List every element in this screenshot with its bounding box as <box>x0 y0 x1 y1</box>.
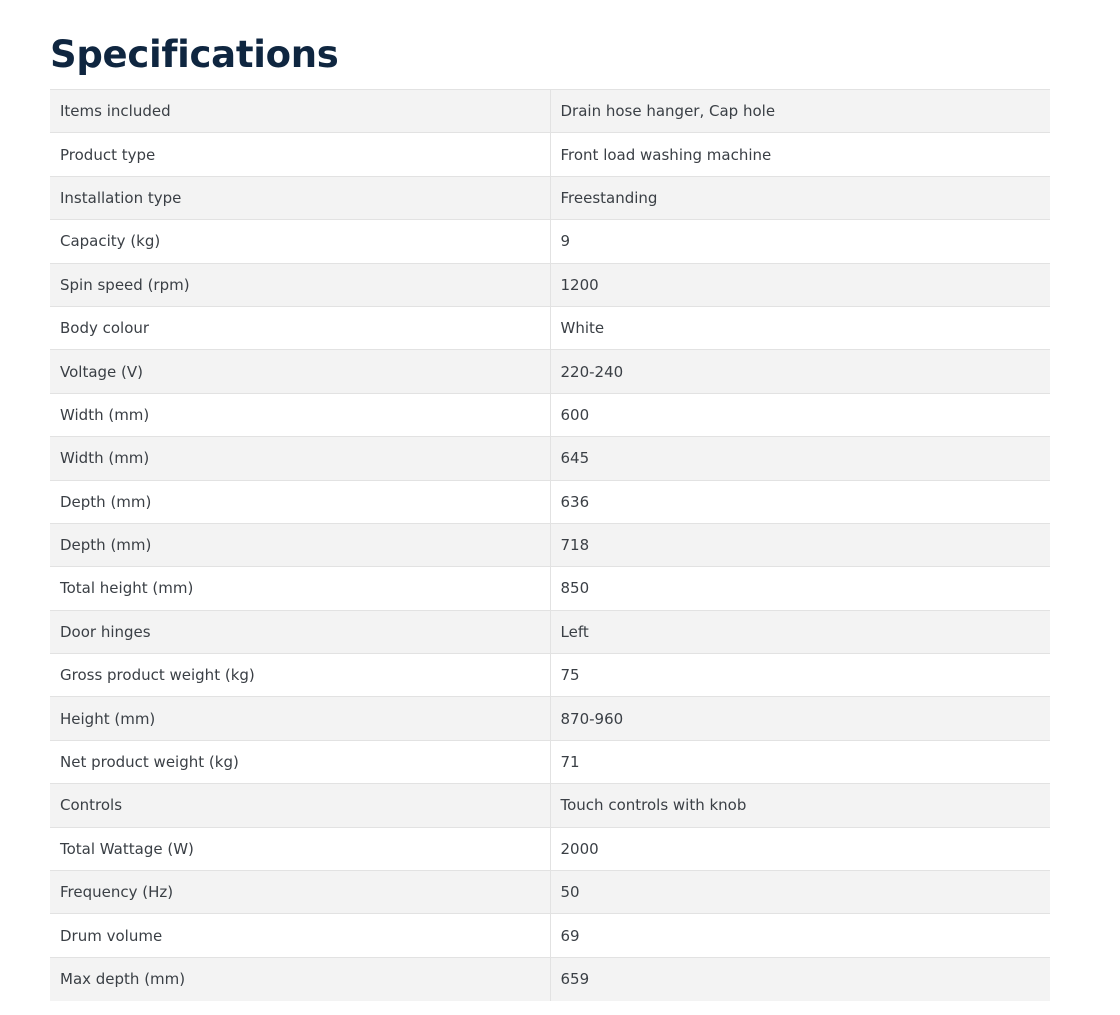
spec-row <box>50 827 1050 870</box>
spec-value: Drain hose hanger, Cap hole <box>550 90 1050 133</box>
spec-value: 2000 <box>550 827 1050 870</box>
spec-label: Total Wattage (W) <box>50 827 550 870</box>
spec-label: Controls <box>50 784 550 827</box>
spec-label: Voltage (V) <box>50 350 550 393</box>
spec-row <box>50 957 1050 1000</box>
spec-row <box>50 176 1050 219</box>
spec-value: 75 <box>550 654 1050 697</box>
spec-value: 50 <box>550 871 1050 914</box>
spec-label: Items included <box>50 90 550 133</box>
spec-value: 870-960 <box>550 697 1050 740</box>
spec-value: Freestanding <box>550 176 1050 219</box>
spec-row <box>50 437 1050 480</box>
spec-row <box>50 871 1050 914</box>
spec-value: 71 <box>550 740 1050 783</box>
spec-label: Max depth (mm) <box>50 957 550 1000</box>
spec-row <box>50 654 1050 697</box>
spec-row <box>50 306 1050 349</box>
spec-value: Left <box>550 610 1050 653</box>
spec-label: Total height (mm) <box>50 567 550 610</box>
specifications-table <box>50 89 1050 1001</box>
spec-row <box>50 480 1050 523</box>
spec-label: Drum volume <box>50 914 550 957</box>
spec-row <box>50 567 1050 610</box>
spec-value: 645 <box>550 437 1050 480</box>
spec-row <box>50 90 1050 133</box>
spec-label: Depth (mm) <box>50 480 550 523</box>
spec-label: Spin speed (rpm) <box>50 263 550 306</box>
spec-label: Width (mm) <box>50 393 550 436</box>
spec-value: 220-240 <box>550 350 1050 393</box>
spec-row <box>50 523 1050 566</box>
spec-row <box>50 697 1050 740</box>
spec-label: Capacity (kg) <box>50 220 550 263</box>
spec-value: 659 <box>560 970 590 989</box>
spec-label: Body colour <box>50 306 550 349</box>
spec-label: Width (mm) <box>50 437 550 480</box>
spec-row <box>50 133 1050 176</box>
spec-row <box>50 740 1050 783</box>
spec-value: 9 <box>550 220 1050 263</box>
spec-value: 850 <box>550 567 1050 610</box>
spec-row <box>50 784 1050 827</box>
page-title: Specifications <box>50 33 339 76</box>
spec-value: 718 <box>550 523 1050 566</box>
spec-label: Net product weight (kg) <box>50 740 550 783</box>
spec-row <box>50 393 1050 436</box>
spec-label: Gross product weight (kg) <box>50 654 550 697</box>
spec-row <box>50 350 1050 393</box>
spec-value: 1200 <box>550 263 1050 306</box>
spec-row <box>50 610 1050 653</box>
spec-value: Touch controls with knob <box>550 784 1050 827</box>
spec-value: 600 <box>550 393 1050 436</box>
spec-label: Product type <box>50 133 550 176</box>
spec-row <box>50 263 1050 306</box>
spec-label: Height (mm) <box>50 697 550 740</box>
spec-value: White <box>550 306 1050 349</box>
spec-value: 69 <box>550 914 1050 957</box>
spec-label: Door hinges <box>50 610 550 653</box>
spec-value: Front load washing machine <box>550 133 1050 176</box>
spec-row <box>50 220 1050 263</box>
specifications-table-body <box>50 90 1050 1001</box>
spec-row <box>50 914 1050 957</box>
spec-value: 636 <box>550 480 1050 523</box>
spec-label: Depth (mm) <box>50 523 550 566</box>
spec-label: Installation type <box>50 176 550 219</box>
spec-label: Frequency (Hz) <box>50 871 550 914</box>
